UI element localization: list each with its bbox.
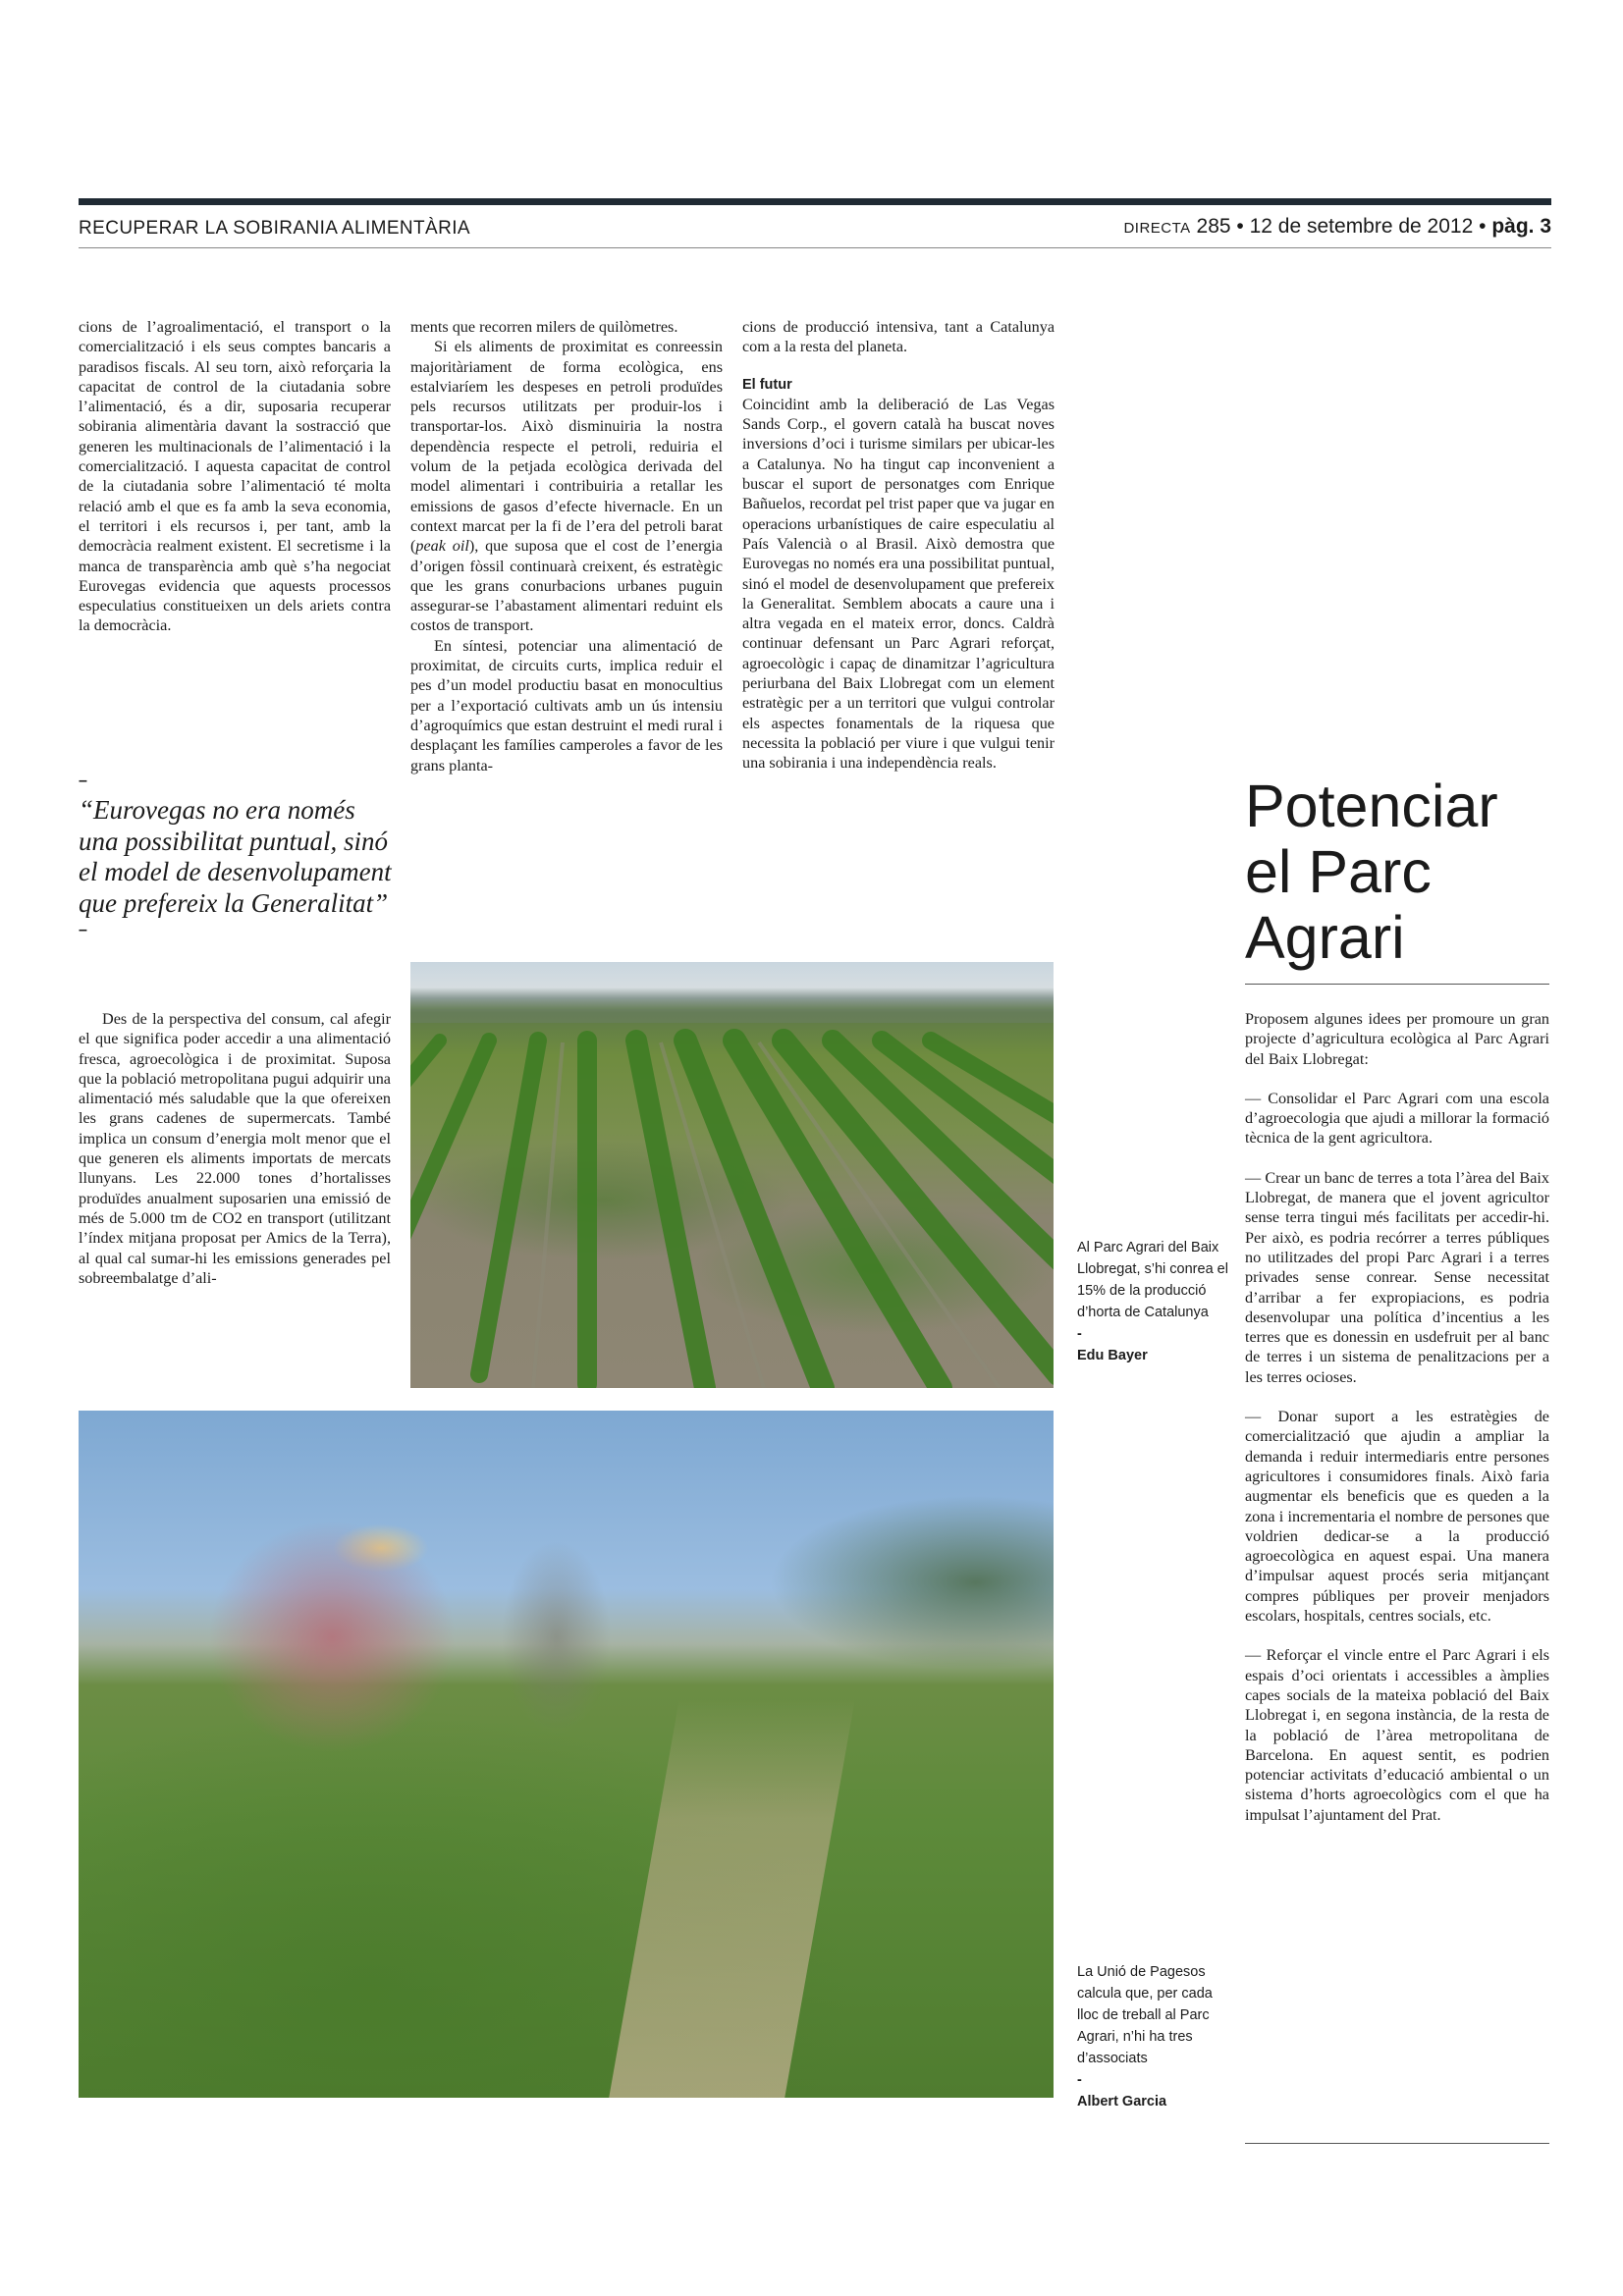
paragraph-italic: peak oil — [415, 537, 469, 556]
pull-quote — [79, 774, 393, 938]
sidebar-intro: Proposem algunes idees per promoure un gran projecte d’agricultura ecològica al Parc Agrari del Baix Llobregat: — [1245, 1010, 1549, 1068]
photo-lettuce-field — [410, 962, 1054, 1388]
article-paragraph: ments que recorren milers de quilòmetres. — [410, 318, 678, 336]
issue-number: 285 — [1196, 215, 1231, 238]
subheading: El futur — [742, 376, 792, 393]
pull-quote-text: “Eurovegas no era només una possibilitat puntual, sinó el model de desenvolupament que prefereix la Generalitat” — [79, 795, 392, 918]
article-paragraph: Coincidint amb la deliberació de Las Vegas Sands Corp., el govern català ha buscat noves inversions d’oci i turisme similars per ubicar-les a Catalunya. No ha tingut cap inconvenient a buscar el suport de personatges com Enrique Bañuelos, recordat pel trist paper que va jugar en operacions urbanístiques de caire especulatiu al País Valencià o al Brasil. Això demostra que Eurovegas no només era una possibilitat puntual, sinó el model de desenvolupament que prefereix la Generalitat. Semblem abocats a caure una i altra vegada en el mateix error, doncs. Caldrà continuar defensant un Parc Agrari reforçat, agroecològic i capaç de dinamitzar l’agricultura periurbana del Baix Llobregat com un element estratègic per a un territori que vulgui controlar els aspectes fonamentals de la riquesa que necessita la població per viure i que vulgui tenir una sobirania i una independència reals. — [742, 395, 1055, 773]
article-paragraph: Des de la perspectiva del consum, cal afegir el que significa poder accedir a una alimentació fresca, agroecològica i de proximitat. Suposa que la població metropolitana pugui adquirir una alimentació més saludable que la que ofereixen les grans cadenes de supermercats. També implica un consum d’energia molt menor que el que generen els aliments importats de mercats llunyans. Les 22.000 tones d’hortalisses produïdes anualment suposarien una emissió de més de 5.000 tm de CO2 en transport (utilitzant l’índex mitjana proposat per Amics de la Terra), al qual cal sumar-hi les emissions generades pel sobreembalatge d’ali- — [79, 1010, 391, 1287]
article-column-2 — [410, 317, 723, 775]
header-top-bar — [79, 198, 1551, 205]
photo-credit: Albert Garcia — [1077, 2094, 1167, 2109]
header-rule — [79, 247, 1551, 248]
article-paragraph: cions de l’agroalimentació, el transport o la comercialització i els seus comptes bancaris a paradisos fiscals. Al seu torn, això reforçaria la capacitat de control de la ciutadania sobre l’alimentació, és a dir, suposaria recuperar sobirania alimentària davant la sostracció que generen les multinacionals de l’alimentació i la comercialització. I aquesta capacitat de control de la ciutadania sobre l’alimentació té molta relació amb el que es fa amb la seva economia, el territori i els recursos i, per tant, amb la democràcia realment existent. El secretisme i la manca de transparència amb què s’ha negociat Eurovegas evidencia que aquests processos especulatius constitueixen un dels ariets contra la democràcia. — [79, 318, 391, 635]
photo-farmworkers — [79, 1411, 1054, 2098]
lettuce-rows-illustration — [410, 962, 1054, 1388]
paragraph-text: ), que suposa que el cost de l’energia d’origen fòssil continuarà creixent, és estratègic que les grans conurbacions urbanes puguin assegurar-se l’abastament alimentari reduint els costos de transport. — [410, 537, 723, 635]
sidebar-item: — Donar suport a les estratègies de comercialització que ajudin a ampliar la demanda i reduir intermediaris entre persones agricultores i consumidores finals. Això faria augmentar els beneficis que es queden a la zona i incrementaria el nombre de persones que voldrien dedicar-se a la producció agroecològica en aquest espai. Una manera d’impulsar aquest procés seria mitjançant compres públiques per proveir menjadors escolars, hospitals, centres socials, etc. — [1245, 1408, 1549, 1626]
article-paragraph — [410, 337, 723, 635]
sidebar-item: — Reforçar el vincle entre el Parc Agrari i els espais d’oci orientats i accessibles a àmplies capes socials de la mateixa població del Baix Llobregat i, en segona instància, de la resta de la població de l’àrea metropolitana de Barcelona. En aquest sentit, es podrien potenciar activitats d’educació ambiental o un sistema d’horts agroecològics com el que ha impulsat l’ajuntament del Prat. — [1245, 1646, 1549, 1824]
photo-caption — [1077, 1961, 1234, 2112]
sidebar-item: — Crear un banc de terres a tota l’àrea del Baix Llobregat, de manera que el jovent agricultor sense terra tingui més facilitats per accedir-hi. Per això, es podria recórrer a terres públiques no utilitzades del propi Parc Agrari i a terres privades sense conrear. Sense necessitat d’arribar a fer expropiacions, es podria desenvolupar una política d’incentius a les terres que es donessin en usdefruit per al banc de terres i un sistema de penalitzacions per a les terres ocioses. — [1245, 1168, 1549, 1386]
caption-text: La Unió de Pagesos calcula que, per cada lloc de treball al Parc Agrari, n’hi ha tres d’associats — [1077, 1964, 1213, 2066]
article-column-3 — [742, 317, 1055, 774]
pull-quote-dash: – — [79, 922, 87, 938]
field-path — [609, 1699, 854, 2098]
sidebar-body — [1245, 1009, 1549, 1844]
folio-separator: • — [1230, 215, 1250, 238]
publication-name: DIRECTA — [1123, 220, 1191, 237]
sidebar-rule — [1245, 2143, 1549, 2144]
sidebar-title: Potenciar el Parc Agrari — [1245, 773, 1498, 971]
caption-dash: - — [1077, 1326, 1082, 1342]
photo-credit: Edu Bayer — [1077, 1348, 1148, 1363]
article-column-1 — [79, 317, 391, 636]
paragraph-text: Si els aliments de proximitat es conreessin majoritàriament de forma ecològica, ens estalviaríem les despeses en petroli produïdes pels recursos utilitzats per produir-los i transportar-los. Això disminuiria la nostra dependència respecte el petroli, reduiria el volum de la petjada ecològica derivada del model alimentari i contribuiria a retallar les emissions de gasos d’efecte hivernacle. En un context marcat per la fi de l’era del petroli barat ( — [410, 338, 723, 556]
caption-text: Al Parc Agrari del Baix Llobregat, s’hi conrea el 15% de la producció d’horta de Catalunya — [1077, 1240, 1228, 1320]
article-paragraph: cions de producció intensiva, tant a Catalunya com a la resta del planeta. — [742, 318, 1055, 356]
page-number: pàg. 3 — [1491, 215, 1551, 238]
article-paragraph: En síntesi, potenciar una alimentació de proximitat, de circuits curts, implica reduir el pes d’un model productiu basat en monocultius per a l’exportació cultivats amb un ús intensiu d’agroquímics que estan destruint el medi rural i desplaçant les famílies camperoles a favor de les grans planta- — [410, 636, 723, 774]
article-column-1-bottom — [79, 1009, 391, 1288]
sidebar-rule — [1245, 984, 1549, 985]
photo-caption — [1077, 1237, 1234, 1366]
section-title: RECUPERAR LA SOBIRANIA ALIMENTÀRIA — [79, 218, 470, 239]
issue-date: 12 de setembre de 2012 — [1249, 215, 1474, 238]
caption-dash: - — [1077, 2072, 1082, 2088]
folio-separator: • — [1473, 215, 1492, 238]
folio — [1123, 215, 1551, 239]
sidebar-item: — Consolidar el Parc Agrari com una escola d’agroecologia que ajudi a millorar la formació tècnica de la gent agricultora. — [1245, 1089, 1549, 1148]
pull-quote-dash: – — [79, 773, 87, 789]
